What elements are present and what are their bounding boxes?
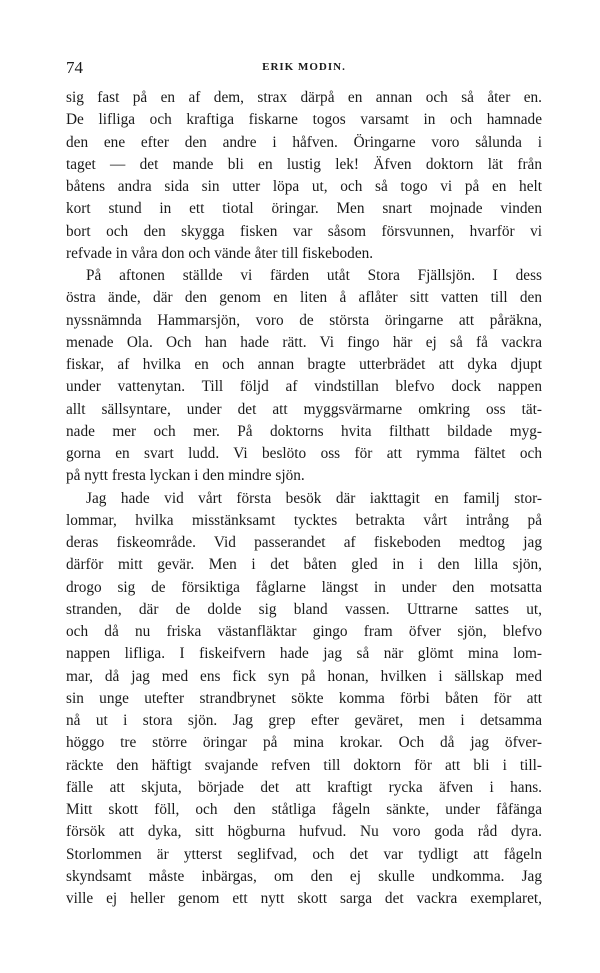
text-line: under vattenytan. Till följd af vindstillan blefvo dock nappen	[66, 378, 542, 396]
text-line: höggo tre större öringar på mina krokar. Och då jag öfver-	[66, 734, 542, 752]
text-line: fälle att skjuta, började det att kraftigt rycka äfven i hans.	[66, 778, 542, 796]
text-line: bort och den skygga fisken var såsom försvunnen, hvarför vi	[66, 222, 542, 240]
text-line: drogo sig de försiktiga fåglarne längst in under den motsatta	[66, 578, 542, 596]
page-number: 74	[66, 58, 83, 77]
text-line: På aftonen ställde vi färden utåt Stora Fjällsjön. I dess	[86, 267, 542, 284]
text-line: allt sällsyntare, under det att myggsvärmarne omkring oss tät-	[66, 400, 542, 418]
text-line: den ene efter den andre i håfven. Öringarne voro sålunda i	[66, 133, 542, 151]
text-line: De lifliga och kraftiga fiskarne togos varsamt in och hamnade	[66, 111, 542, 129]
body-text	[66, 87, 542, 910]
text-line: Storlommen är ytterst seglifvad, och det var tydligt att fågeln	[66, 845, 542, 863]
text-line: Mitt skott föll, och den ståtliga fågeln sänkte, under fåfänga	[66, 801, 542, 818]
text-line: ville ej heller genom ett nytt skott sarga det vackra exemplaret,	[66, 890, 542, 907]
text-line: refvade in våra don och vände åter till fiskeboden.	[66, 244, 374, 262]
text-line: därför mitt gevär. Men i det båten gled in i den lilla sjön,	[66, 556, 542, 574]
text-line: stranden, där de dolde sig bland vassen. Uttrarne sattes ut,	[66, 600, 542, 618]
text-line: fiskar, af hvilka en och annan bragte utterbrädet att dyka djupt	[66, 356, 542, 373]
text-line: och då nu friska västanfläktar gingo fram öfver sjön, blefvo	[66, 623, 542, 640]
text-line: båtens andra sida sin utter löpa ut, och så togo vi på en helt	[66, 178, 542, 195]
running-head: ERIK MODIN.	[262, 61, 346, 73]
text-line: nå ut i stora sjön. Jag grep efter geväret, men i detsamma	[66, 712, 542, 729]
text-line: mar, då jag med ens fick syn på honan, hvilken i sällskap med	[66, 667, 542, 685]
text-line: deras fiskeområde. Vid passerandet af fiskeboden medtog jag	[66, 534, 542, 551]
text-line: gorna en svart ludd. Vi beslöto oss för att rymma fältet och	[66, 445, 542, 462]
text-line: kort stund in ett tiotal öringar. Men snart mojnade vinden	[66, 200, 542, 218]
text-line: nade mer och mer. På doktorns hvita filthatt bildade myg-	[66, 422, 542, 440]
page-header	[66, 58, 542, 80]
text-line: sig fast på en af dem, strax därpå en annan och så åter en.	[66, 89, 542, 106]
text-line: räckte den häftigt svajande refven till doktorn för att bli i till-	[66, 756, 542, 774]
text-line: försök att dyka, sitt högburna hufvud. Nu voro goda råd dyra.	[66, 823, 542, 841]
text-line: lommar, hvilka misstänksamt tycktes betrakta vårt intrång på	[66, 511, 542, 529]
text-line: sin unge utefter strandbrynet sökte komma förbi båten för att	[66, 689, 542, 707]
text-line: Jag hade vid vårt första besök där iakttagit en familj stor-	[86, 489, 542, 507]
text-line: taget — det mande bli en lustig lek! Äfven doktorn lät från	[66, 155, 542, 173]
text-line: östra ände, där den genom en liten å aflåter sitt vatten till den	[66, 289, 542, 307]
text-line: menade Ola. Och han hade rätt. Vi fingo här ej så få vackra	[66, 333, 542, 351]
text-line: på nytt fresta lyckan i den mindre sjön.	[66, 467, 305, 485]
text-line: nappen lifliga. I fiskeifvern hade jag så när glömt mina lom-	[66, 645, 542, 663]
text-line: nyssnämnda Hammarsjön, voro de största öringarne att påräkna,	[66, 311, 542, 329]
text-line: skyndsamt måste inbärgas, om den ej skulle undkomma. Jag	[66, 867, 542, 885]
